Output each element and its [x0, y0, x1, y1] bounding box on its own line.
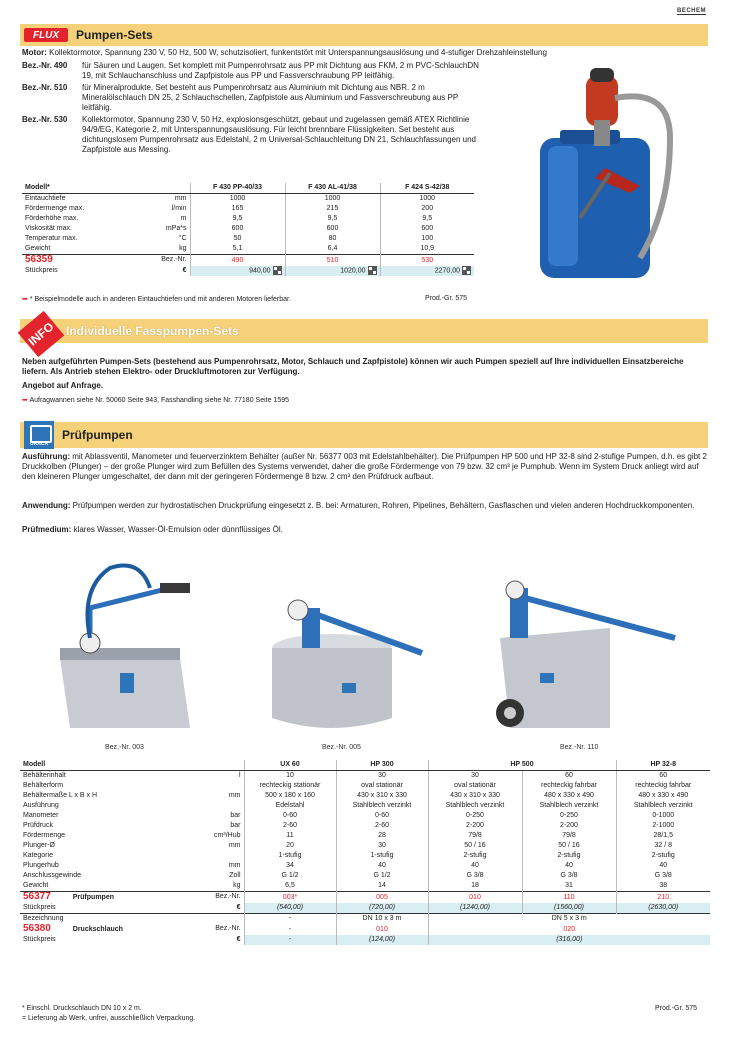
footnote-2: = Lieferung ab Werk, unfrei, ausschließlich Verpackung. — [22, 1015, 196, 1022]
model-header: HP 32-8 — [616, 760, 710, 771]
qr-code-icon — [462, 266, 471, 275]
table-row — [20, 781, 710, 791]
uraca-logo: URACA — [24, 421, 54, 449]
section-header-pumpen-sets — [20, 24, 708, 46]
cell: G 3/8 — [654, 872, 672, 879]
price: (124,00) — [336, 935, 428, 945]
qr-code-icon — [273, 266, 282, 275]
row-label: Ausführung — [23, 802, 59, 809]
row-unit: kg — [179, 245, 187, 252]
row-label: Plunger-Ø — [23, 842, 55, 849]
table-row — [22, 244, 474, 255]
table-row — [22, 214, 474, 224]
price: (720,00) — [336, 903, 428, 914]
cell: oval stationär — [336, 781, 428, 791]
bez-value: 210 — [616, 892, 710, 904]
price-row — [22, 266, 474, 276]
row-label: Viskosität max. — [25, 225, 72, 232]
cell: 20 — [244, 841, 336, 851]
model-header: HP 300 — [336, 760, 428, 771]
prod-gr: Prod.-Gr. 575 — [425, 295, 468, 302]
footnote — [22, 295, 291, 303]
row-label: Gewicht — [25, 245, 51, 252]
cell: rechteckig fahrbar — [635, 782, 692, 789]
cell: 28/1,5 — [653, 832, 673, 839]
brand-mark: BECHEM — [676, 8, 706, 14]
cell: 0-60 — [244, 811, 336, 821]
col-header: Modell* — [22, 183, 190, 194]
bez-label: Bez.-Nr. 510 — [22, 83, 68, 92]
bez-value: 010 — [336, 924, 428, 935]
row-label: Behälterform — [23, 782, 64, 789]
model-header: F 424 S-42/38 — [380, 183, 474, 194]
anw-text: Prüfpumpen werden zur hydrostatischen Druckprüfung eingesetzt z. B. bei: Armaturen, Rohren, Pipelines, Behältern, Gasflaschen und vielen anderen Hochdruckkomponenten. — [72, 501, 695, 510]
cell: 60 — [659, 772, 668, 779]
row-label: Kategorie — [23, 852, 53, 859]
cell: 50 / 16 — [428, 841, 522, 851]
cell: Stahlblech verzinkt — [336, 801, 428, 811]
cell: oval stationär — [428, 781, 522, 791]
price-row — [20, 903, 710, 914]
model-header: HP 500 — [428, 760, 616, 771]
row-unit: mm — [228, 842, 241, 849]
fasspumpen-text: Neben aufgeführten Pumpen-Sets (bestehend aus Pumpenrohrsatz, Motor, Schlauch und Zapfpistole) können wir auch Pumpen speziell auf Ihre individuellen Einsatzbereiche liefern. Als Antrieb stehen Elektro- oder Druckluftmotoren zur Verfügung. — [22, 357, 684, 376]
bez-value: 530 — [380, 255, 474, 267]
section-title: Pumpen-Sets — [76, 28, 153, 42]
cell: 28 — [336, 831, 428, 841]
row-label: Prüfdruck — [23, 822, 53, 829]
cell: 30 — [336, 841, 428, 851]
table-row — [20, 881, 710, 892]
bez-item — [22, 61, 482, 81]
cell: 215 — [285, 204, 380, 214]
cell: G 1/2 — [244, 871, 336, 881]
ausf-label: Ausführung: — [22, 452, 70, 461]
flux-logo: FLUX — [24, 28, 68, 42]
pump-set-image — [520, 68, 710, 288]
test-pump-110-image — [480, 578, 690, 743]
bez-item — [22, 83, 482, 113]
cell: 2-60 — [336, 821, 428, 831]
anwendung-text — [22, 501, 710, 511]
caption-003: Bez.-Nr. 003 — [105, 744, 144, 751]
cell: 100 — [421, 235, 434, 242]
test-pump-005-image — [262, 588, 432, 738]
bez-value: 510 — [285, 255, 380, 267]
price-row — [20, 935, 710, 945]
bez-text: für Mineralprodukte. Set besteht aus Pumpenrohrsatz aus Aluminium mit Dichtung aus NBR. 2 m Mineralölschlauch DN 25, 2 Schlauchschellen, Zapfpistole aus Aluminium und Fassverschreubung aus PP leitfähig. — [82, 83, 459, 112]
cell: 0-1000 — [652, 812, 675, 819]
row-label: Gewicht — [23, 882, 49, 889]
table-row — [22, 194, 474, 205]
cell: 600 — [190, 224, 285, 234]
cell: 2-stufig — [522, 851, 616, 861]
row-unit: cm³/Hub — [214, 832, 241, 839]
row-unit: mPa*s — [165, 225, 187, 232]
cell: Stahlblech verzinkt — [522, 801, 616, 811]
table-row — [20, 851, 710, 861]
cell: 1000 — [285, 194, 380, 205]
anw-label: Anwendung: — [22, 501, 71, 510]
row-label: Bezeichnung — [20, 914, 244, 925]
cell: 6,5 — [244, 881, 336, 892]
motor-description — [22, 48, 712, 58]
cell: 14 — [336, 881, 428, 892]
cell: 1000 — [190, 194, 285, 205]
cell: 2-1000 — [652, 822, 675, 829]
test-pump-003-image — [50, 548, 200, 738]
row-label: Plungerhub — [23, 862, 59, 869]
cell: 50 / 16 — [522, 841, 616, 851]
cell: 2-200 — [522, 821, 616, 831]
col-header: Modell — [20, 760, 244, 771]
table-row — [20, 871, 710, 881]
med-label: Prüfmedium: — [22, 525, 72, 534]
bezeichnung-row — [20, 914, 710, 925]
row-unit: bar — [230, 812, 241, 819]
row-label: Behälterinhalt — [23, 772, 66, 779]
price: 2270,00 — [434, 267, 460, 275]
cell: DN 10 x 3 m — [336, 914, 428, 925]
bez-text: Kollektormotor, Spannung 230 V, 50 Hz, explosionsgeschützt, gebaut und zugelassen gemäß ATEX Richtlinie 94/9/EG, Kategorie 2, mit Unterspannungsauslösung. Für leicht brennbare Flüssigkeiten. Set besteht aus dichtungslosem Pumpenrohrsatz aus Edelstahl, 2 m Universal-Schlauchleitung DN 21, Schlauchfassungen und Zapfpistole aus Messing. — [82, 115, 476, 154]
cell: 30 — [428, 771, 522, 782]
bez-nr-label: Bez.-Nr. — [215, 925, 241, 932]
table-row — [20, 811, 710, 821]
cell: 40 — [428, 861, 522, 871]
bez-row — [20, 892, 710, 904]
row-unit: kg — [233, 882, 241, 889]
caption-110: Bez.-Nr. 110 — [560, 744, 599, 751]
price: (1240,00) — [428, 903, 522, 914]
table-row — [20, 861, 710, 871]
cell: rechteckig fahrbar — [522, 781, 616, 791]
row-unit: bar — [230, 822, 241, 829]
cell: Stahlblech verzinkt — [428, 801, 522, 811]
info-badge: INFO — [18, 311, 65, 357]
cell: 200 — [421, 205, 434, 212]
row-label: Fördermenge max. — [25, 205, 85, 212]
bez-nr-label: Bez.-Nr. — [215, 893, 241, 900]
bez-nr-label: Bez.-Nr. — [161, 256, 187, 263]
cell: 9,5 — [285, 214, 380, 224]
price: (316,00) — [428, 935, 710, 945]
article-name: Druckschlauch — [72, 926, 123, 933]
table-row — [20, 821, 710, 831]
bez-text: für Säuren und Laugen. Set komplett mit Pumpenrohrsatz aus PP mit Dichtung aus FKM, 2 m PVC-SchlauchDN 19, mit Schlauchanschluss und Zapfpistole aus PP und Fassverschraubung PP leitfähig. — [82, 61, 479, 80]
cell: 600 — [421, 225, 434, 232]
row-unit: °C — [178, 235, 187, 242]
table-row — [22, 234, 474, 244]
arrow-icon: ➥ — [22, 296, 28, 303]
reference-text: Aufragwannen siehe Nr. 50060 Seite 943, Fasshandling siehe Nr. 77180 Seite 1595 — [29, 397, 290, 404]
cell: - — [244, 914, 336, 925]
bez-label: Bez.-Nr. 530 — [22, 115, 68, 124]
article-number: 56359 — [25, 254, 53, 265]
price-label: Stückpreis — [23, 904, 56, 911]
cell: 480 x 330 x 490 — [522, 791, 616, 801]
cell: 32 / 8 — [654, 842, 672, 849]
article-name: Prüfpumpen — [72, 894, 114, 901]
price: - — [244, 935, 336, 945]
table-row — [20, 771, 710, 782]
pruefmedium-text — [22, 525, 710, 535]
cell: G 3/8 — [428, 871, 522, 881]
cell: 2-stufig — [651, 852, 675, 859]
cell: 10 — [244, 771, 336, 782]
bez-label: Bez.-Nr. 490 — [22, 61, 68, 70]
cell: 40 — [336, 861, 428, 871]
cell: 11 — [244, 831, 336, 841]
cell: 30 — [336, 771, 428, 782]
row-label: Eintauchtiefe — [25, 195, 66, 202]
cell: 31 — [522, 881, 616, 892]
cell: 430 x 310 x 330 — [336, 791, 428, 801]
motor-text: Kollektormotor, Spannung 230 V, 50 Hz, 500 W, schutzisoliert, funkentstört mit Unterspannungsauslösung und 4-stufiger Drehzahleinstellung — [49, 48, 547, 57]
cell: 50 — [190, 234, 285, 244]
table-row — [20, 791, 710, 801]
cell: 2-60 — [244, 821, 336, 831]
price-label: Stückpreis — [23, 936, 56, 943]
cell: 165 — [190, 204, 285, 214]
currency: € — [236, 904, 241, 911]
section-header-pruefpumpen — [20, 422, 708, 448]
prod-gr: Prod.-Gr. 575 — [655, 1005, 698, 1012]
cell: 80 — [285, 234, 380, 244]
cell: 2-stufig — [428, 851, 522, 861]
ausfuehrung-text — [22, 452, 710, 482]
cell: 500 x 180 x 160 — [244, 791, 336, 801]
section-header-fasspumpen — [20, 319, 708, 349]
row-label: Fördermenge — [23, 832, 66, 839]
cell: 10,9 — [420, 245, 435, 252]
row-unit: mm — [174, 195, 187, 202]
cell: 0-250 — [428, 811, 522, 821]
cell: 40 — [522, 861, 616, 871]
cell: 6,4 — [285, 244, 380, 255]
reference — [22, 396, 289, 404]
cell: 9,5 — [422, 215, 433, 222]
bez-row — [22, 255, 474, 267]
cell: 0-60 — [336, 811, 428, 821]
row-unit: mm — [228, 792, 241, 799]
row-unit: mm — [228, 862, 241, 869]
section-title: Prüfpumpen — [62, 428, 133, 442]
section-title: Individuelle Fasspumpen-Sets — [66, 324, 239, 338]
cell: rechteckig stationär — [244, 781, 336, 791]
cell: 34 — [244, 861, 336, 871]
price: (2630,00) — [616, 903, 710, 914]
bez-value: 490 — [190, 255, 285, 267]
row-label: Förderhöhe max. — [25, 215, 79, 222]
arrow-icon: ➥ — [22, 397, 28, 404]
cell: G 3/8 — [522, 871, 616, 881]
cell: DN 5 x 3 m — [428, 914, 710, 925]
cell: 79/8 — [428, 831, 522, 841]
caption-005: Bez.-Nr. 005 — [322, 744, 361, 751]
cell: 18 — [428, 881, 522, 892]
row-unit: l/min — [171, 205, 187, 212]
bez-value: - — [244, 924, 336, 935]
cell: G 1/2 — [336, 871, 428, 881]
cell: Edelstahl — [244, 801, 336, 811]
row-label: Manometer — [23, 812, 59, 819]
cell: 60 — [522, 771, 616, 782]
table-row — [20, 801, 710, 811]
bez-value: 005 — [336, 892, 428, 904]
cell: 79/8 — [522, 831, 616, 841]
pruefpumpen-table — [20, 760, 710, 945]
bez-value: 010 — [428, 892, 522, 904]
bez-item — [22, 115, 482, 155]
table-row — [22, 224, 474, 234]
row-unit: l — [238, 772, 241, 779]
footnote-1: * Einschl. Druckschlauch DN 10 x 2 m. — [22, 1005, 142, 1012]
price: 940,00 — [249, 267, 271, 275]
model-header: F 430 PP-40/33 — [190, 183, 285, 194]
cell: 1000 — [419, 195, 436, 202]
cell: 2-200 — [428, 821, 522, 831]
currency: € — [236, 936, 241, 943]
cell: 600 — [285, 224, 380, 234]
price: (1560,00) — [522, 903, 616, 914]
currency: € — [182, 267, 187, 275]
row-label: Anschlussgewinde — [23, 872, 81, 879]
model-header: UX 60 — [244, 760, 336, 771]
table-row — [20, 831, 710, 841]
bez-row — [20, 924, 710, 935]
pumpen-set-table — [22, 183, 474, 276]
row-unit: m — [180, 215, 187, 222]
ausf-text: mit Ablassventil, Manometer und feuerverzinktem Behälter (außer Nr. 56377 003 mit Edelstahlbehälter). Die Prüfpumpen HP 500 und HP 32-8 sind 2-stufige Pumpen, d.h. es gibt 2 Druckkolben (Plunger) – der große Plunger wird zum Befüllen des Systems verwendet, daher die große Fördermenge von 79 bzw. 32 cm³ je Pumphub. Wenn im System Druck anliegt wird auf den kleineren Plunger umgeschaltet, der dann mit der geringeren Fördermenge 8 bzw. 2 cm³ den Prüfdruck aufbaut. — [22, 452, 707, 481]
cell: 0-250 — [522, 811, 616, 821]
cell: 5,1 — [190, 244, 285, 255]
qr-code-icon — [368, 266, 377, 275]
med-text: klares Wasser, Wasser-Öl-Emulsion oder dünnflüssiges Öl. — [73, 525, 283, 534]
footnote-text: * Beispielmodelle auch in anderen Eintauchtiefen und mit anderen Motoren lieferbar. — [29, 296, 291, 303]
bez-value: 020 — [563, 925, 576, 933]
cell: 430 x 310 x 330 — [428, 791, 522, 801]
bez-list — [22, 61, 482, 155]
cell: 1-stufig — [336, 851, 428, 861]
table-row — [22, 204, 474, 214]
cell: 40 — [659, 862, 668, 869]
row-unit: Zoll — [229, 872, 241, 879]
bez-value: 003* — [244, 892, 336, 904]
row-label: Temperatur max. — [25, 235, 78, 242]
row-label: Behältermaße L x B x H — [23, 792, 98, 799]
request-text: Angebot auf Anfrage. — [22, 381, 104, 390]
table-row — [20, 841, 710, 851]
price: (540,00) — [244, 903, 336, 914]
cell: 1-stufig — [244, 851, 336, 861]
article-number: 56380 — [23, 923, 51, 934]
cell: 38 — [659, 882, 668, 889]
price-label: Stückpreis — [25, 267, 58, 275]
cell: 9,5 — [190, 214, 285, 224]
model-header: F 430 AL-41/38 — [285, 183, 380, 194]
price: 1020,00 — [340, 267, 366, 275]
cell: 480 x 330 x 490 — [638, 792, 689, 799]
bez-value: 110 — [522, 892, 616, 904]
article-number: 56377 — [23, 891, 51, 902]
motor-label: Motor: — [22, 48, 47, 57]
cell: Stahlblech verzinkt — [633, 802, 693, 809]
